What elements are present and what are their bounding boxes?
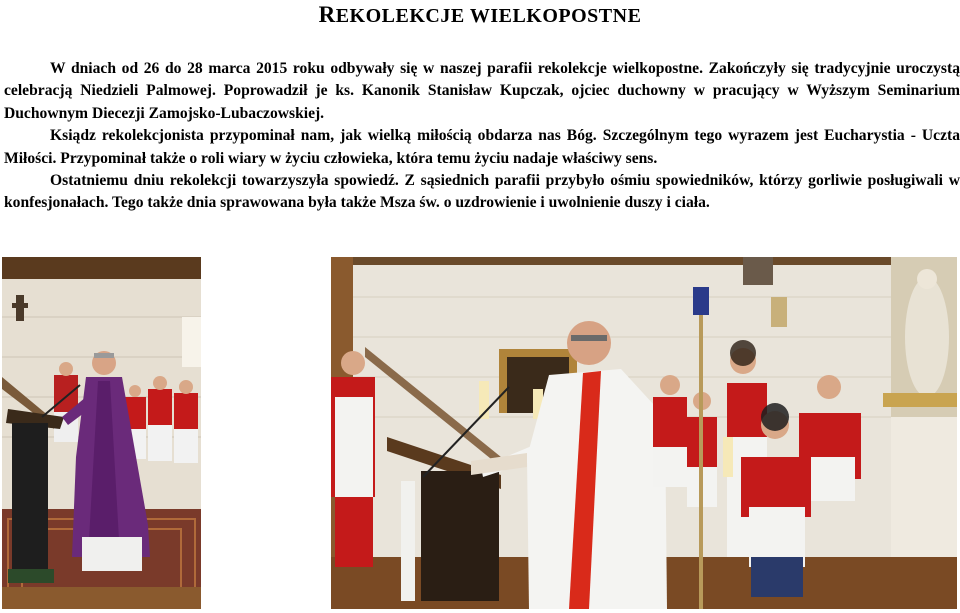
photo-left [2,257,201,609]
photo-right-illustration [331,257,957,609]
title-initial: R [318,2,336,27]
paragraph-1: W dniach od 26 do 28 marca 2015 roku odbywały się w naszej parafii rekolekcje wielkopostne. Zakończyły się tradycyjnie uroczystą celebracją Niedzieli Palmowej. Poprowadził je ks. Kanonik Stanisław Kupczak, ojciec duchowny w pracujący w Wyższym Seminarium Duchownym Diecezji Zamojsko-Lubaczowskiej. [4,60,960,122]
article-body [4,58,960,215]
paragraph-2: Ksiądz rekolekcjonista przypominał nam, jak wielką miłością obdarza nas Bóg. Szczególnym tego wyrazem jest Eucharystia - Uczta Miłości. Przypominał także o roli wiary w życiu człowieka, która temu życiu nadaje właściwy sens. [4,127,960,167]
paragraph-3: Ostatniemu dniu rekolekcji towarzyszyła spowiedź. Z sąsiednich parafii przybyło ośmiu spowiedników, którzy gorliwie posługiwali w konfesjonałach. Tego także dnia sprawowana była także Msza św. o uzdrowienie i uwolnienie duszy i ciała. [4,172,960,212]
title-rest: EKOLEKCJE WIELKOPOSTNE [335,5,642,27]
photo-right [331,257,957,609]
page-title [0,0,960,30]
photo-left-illustration [2,257,201,609]
